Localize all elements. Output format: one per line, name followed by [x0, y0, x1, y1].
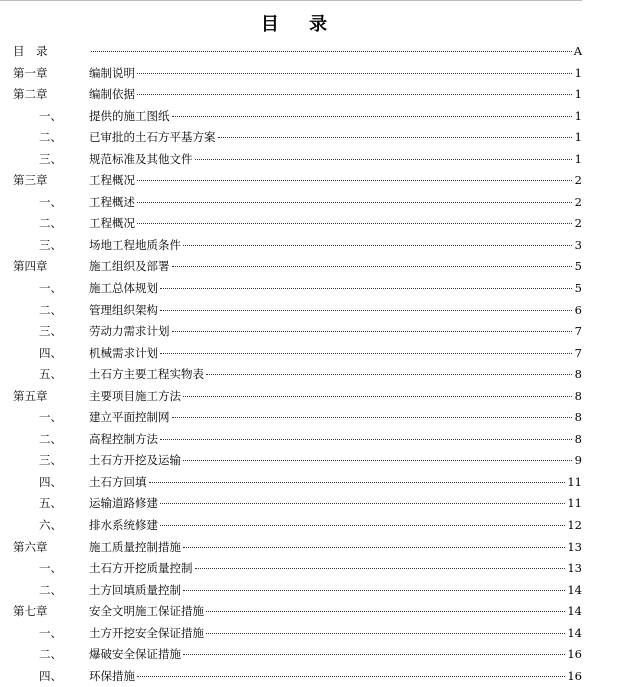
- toc-entry-page-number: 7: [574, 345, 582, 360]
- toc-entry-number: 五、: [39, 496, 62, 511]
- toc-entry[interactable]: [13, 63, 582, 85]
- toc-dot-leader: [183, 245, 572, 246]
- toc-entry[interactable]: [13, 493, 582, 515]
- toc-entry[interactable]: [13, 170, 582, 192]
- toc-entry[interactable]: [13, 256, 582, 278]
- toc-entry-number: 四、: [39, 345, 62, 360]
- toc-entry-title: 场地工程地质条件: [89, 237, 181, 252]
- toc-entry-page-number: 1: [574, 151, 582, 166]
- toc-dot-leader: [218, 137, 573, 138]
- toc-entry-number: 一、: [39, 625, 62, 640]
- toc-entry-title: 已审批的土石方平基方案: [89, 130, 216, 145]
- toc-entry-number: 四、: [39, 668, 62, 683]
- toc-entry-number: 三、: [39, 453, 62, 468]
- toc-dot-leader: [183, 460, 572, 461]
- toc-entry-title: 运输道路修建: [89, 496, 158, 511]
- toc-entry[interactable]: [13, 450, 582, 472]
- toc-entry-page-number: 1: [574, 65, 582, 80]
- toc-entry-title: 主要项目施工方法: [89, 388, 181, 403]
- toc-entry-title: 土石方主要工程实物表: [89, 367, 204, 382]
- toc-dot-leader: [91, 51, 572, 52]
- toc-entry-page-number: 11: [567, 496, 582, 511]
- toc-entry[interactable]: [13, 278, 582, 300]
- toc-entry-number: 一、: [39, 410, 62, 425]
- toc-entry-page-number: 8: [574, 388, 582, 403]
- toc-entry-number: 第五章: [13, 388, 48, 403]
- toc-entry[interactable]: [13, 343, 582, 365]
- toc-entry-page-number: 14: [567, 604, 582, 619]
- toc-entry-title: 工程概况: [89, 173, 135, 188]
- toc-title: 目 录: [260, 14, 340, 35]
- toc-entry[interactable]: [13, 41, 582, 63]
- toc-entry-title: 土方回填质量控制: [89, 582, 181, 597]
- toc-entry-page-number: 8: [574, 367, 582, 382]
- toc-entry-title: 施工组织及部署: [89, 259, 170, 274]
- toc-dot-leader: [195, 568, 566, 569]
- toc-entry-title: 工程概述: [89, 194, 135, 209]
- toc-entry-title: 机械需求计划: [89, 345, 158, 360]
- toc-entry[interactable]: [13, 213, 582, 235]
- toc-entry-page-number: 9: [574, 453, 582, 468]
- toc-entry[interactable]: [13, 364, 582, 386]
- toc-entry-page-number: 11: [567, 474, 582, 489]
- toc-entry-title: 安全文明施工保证措施: [89, 604, 204, 619]
- toc-entry-page-number: 13: [567, 561, 582, 576]
- toc-entry-page-number: 12: [567, 518, 582, 533]
- toc-entry[interactable]: [13, 407, 582, 429]
- toc-entry-number: 第三章: [13, 173, 48, 188]
- toc-entry-page-number: 16: [567, 668, 582, 683]
- toc-entry-title: 工程概况: [89, 216, 135, 231]
- toc-entry-number: 一、: [39, 108, 62, 123]
- toc-entry-number: 六、: [39, 518, 62, 533]
- toc-entry-title: 施工总体规划: [89, 281, 158, 296]
- toc-entry[interactable]: [13, 666, 582, 687]
- toc-entry-number: 第二章: [13, 87, 48, 102]
- toc-entry[interactable]: [13, 515, 582, 537]
- toc-dot-leader: [160, 288, 572, 289]
- toc-dot-leader: [206, 633, 565, 634]
- toc-entry-number: 第一章: [13, 65, 48, 80]
- toc-entry-number: 第七章: [13, 604, 48, 619]
- toc-entry-title: 管理组织架构: [89, 302, 158, 317]
- toc-entry-number: 目 录: [13, 44, 48, 58]
- toc-entry-page-number: 14: [567, 625, 582, 640]
- toc-entry-title: 施工质量控制措施: [89, 539, 181, 554]
- toc-entry-number: 二、: [39, 431, 62, 446]
- toc-entry-page-number: 14: [567, 582, 582, 597]
- toc-entry[interactable]: [13, 127, 582, 149]
- toc-entry-number: 三、: [39, 324, 62, 339]
- toc-entry-title: 土石方开挖及运输: [89, 453, 181, 468]
- toc-entry-title: 提供的施工图纸: [89, 108, 170, 123]
- toc-entry-title: 土石方开挖质量控制: [89, 561, 193, 576]
- toc-entry[interactable]: [13, 537, 582, 559]
- toc-list: [13, 41, 582, 687]
- toc-dot-leader: [137, 202, 572, 203]
- toc-entry[interactable]: [13, 149, 582, 171]
- toc-entry[interactable]: [13, 106, 582, 128]
- toc-entry-title: 高程控制方法: [89, 431, 158, 446]
- toc-entry-page-number: 1: [574, 130, 582, 145]
- toc-entry-number: 一、: [39, 194, 62, 209]
- toc-entry-title: 环保措施: [89, 668, 135, 683]
- toc-entry-title: 土石方回填: [89, 474, 147, 489]
- toc-dot-leader: [172, 266, 573, 267]
- toc-entry[interactable]: [13, 321, 582, 343]
- toc-entry-number: 二、: [39, 582, 62, 597]
- toc-entry[interactable]: [13, 580, 582, 602]
- toc-dot-leader: [206, 374, 572, 375]
- toc-entry-number: 二、: [39, 216, 62, 231]
- toc-entry[interactable]: [13, 386, 582, 408]
- toc-entry-title: 劳动力需求计划: [89, 324, 170, 339]
- toc-entry-page-number: A: [573, 44, 582, 58]
- toc-entry-title: 爆破安全保证措施: [89, 647, 181, 662]
- toc-dot-leader: [183, 547, 565, 548]
- toc-dot-leader: [183, 654, 565, 655]
- toc-entry-number: 第四章: [13, 259, 48, 274]
- toc-dot-leader: [195, 159, 573, 160]
- toc-dot-leader: [137, 180, 572, 181]
- toc-entry[interactable]: [13, 84, 582, 106]
- toc-entry-number: 一、: [39, 561, 62, 576]
- toc-dot-leader: [137, 676, 565, 677]
- toc-entry-page-number: 3: [574, 237, 582, 252]
- toc-entry-number: 二、: [39, 302, 62, 317]
- toc-dot-leader: [183, 590, 565, 591]
- toc-entry-page-number: 6: [574, 302, 582, 317]
- toc-entry-page-number: 16: [567, 647, 582, 662]
- toc-entry-title: 建立平面控制网: [89, 410, 170, 425]
- toc-entry-title: 排水系统修建: [89, 518, 158, 533]
- toc-entry[interactable]: [13, 623, 582, 645]
- toc-entry-number: 二、: [39, 647, 62, 662]
- toc-entry-title: 编制依据: [89, 87, 135, 102]
- toc-entry-number: 二、: [39, 130, 62, 145]
- toc-entry-page-number: 2: [574, 194, 582, 209]
- toc-entry-number: 三、: [39, 237, 62, 252]
- toc-dot-leader: [160, 310, 572, 311]
- toc-entry[interactable]: [13, 300, 582, 322]
- toc-entry-page-number: 8: [574, 431, 582, 446]
- toc-dot-leader: [172, 116, 573, 117]
- toc-dot-leader: [137, 94, 572, 95]
- toc-dot-leader: [137, 73, 572, 74]
- toc-dot-leader: [160, 439, 572, 440]
- toc-dot-leader: [160, 353, 572, 354]
- toc-dot-leader: [160, 525, 565, 526]
- toc-entry-number: 三、: [39, 151, 62, 166]
- toc-entry-page-number: 2: [574, 173, 582, 188]
- toc-entry-number: 五、: [39, 367, 62, 382]
- toc-entry[interactable]: [13, 601, 582, 623]
- toc-dot-leader: [149, 482, 566, 483]
- toc-entry[interactable]: [13, 235, 582, 257]
- toc-entry-number: 一、: [39, 281, 62, 296]
- toc-dot-leader: [137, 223, 572, 224]
- toc-entry[interactable]: [13, 192, 582, 214]
- toc-entry-number: 第六章: [13, 539, 48, 554]
- toc-entry[interactable]: [13, 429, 582, 451]
- toc-entry-page-number: 8: [574, 410, 582, 425]
- toc-entry-page-number: 13: [567, 539, 582, 554]
- toc-dot-leader: [172, 331, 573, 332]
- toc-entry-title: 土方开挖安全保证措施: [89, 625, 204, 640]
- toc-dot-leader: [172, 417, 573, 418]
- toc-dot-leader: [206, 611, 565, 612]
- toc-entry-page-number: 1: [574, 108, 582, 123]
- toc-entry-page-number: 5: [574, 281, 582, 296]
- toc-entry-page-number: 7: [574, 324, 582, 339]
- toc-entry[interactable]: [13, 472, 582, 494]
- top-border-line: [0, 0, 582, 1]
- toc-entry[interactable]: [13, 644, 582, 666]
- toc-entry-page-number: 1: [574, 87, 582, 102]
- toc-dot-leader: [183, 396, 572, 397]
- toc-entry-title: 规范标准及其他文件: [89, 151, 193, 166]
- toc-entry-page-number: 2: [574, 216, 582, 231]
- toc-entry-page-number: 5: [574, 259, 582, 274]
- toc-entry[interactable]: [13, 558, 582, 580]
- toc-dot-leader: [160, 503, 565, 504]
- toc-entry-title: 编制说明: [89, 65, 135, 80]
- toc-entry-number: 四、: [39, 474, 62, 489]
